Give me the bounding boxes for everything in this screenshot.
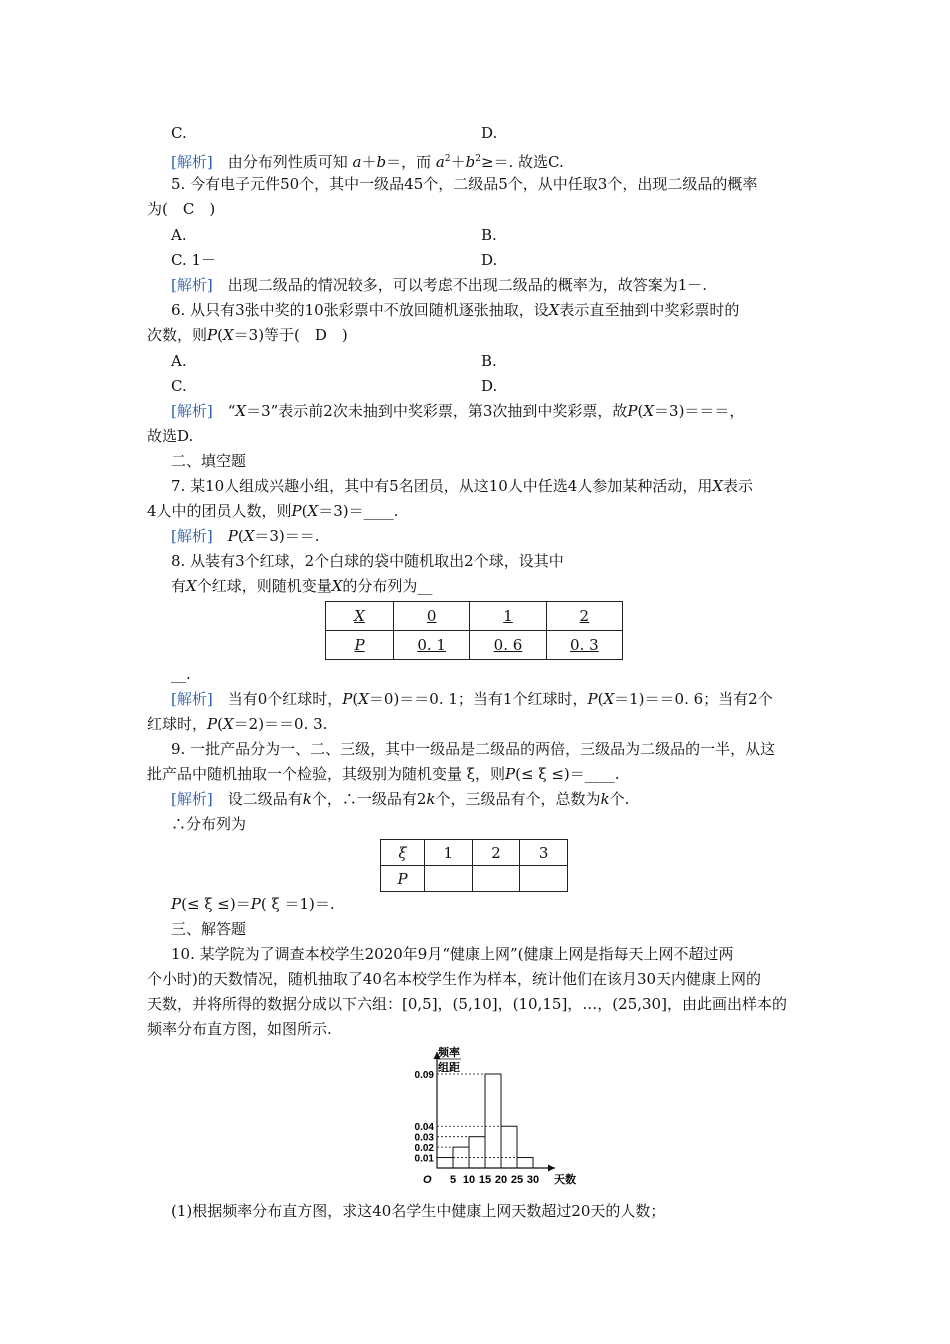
q10-stem-line4: 频率分布直方图，如图所示. [147,1020,332,1038]
q6-analysis-line2: 故选D. [147,427,194,445]
q9-table-head: 2 [472,840,520,866]
q4-option-d: D. [481,124,498,142]
x-tick-label: 20 [494,1174,508,1186]
origin-label: O [423,1174,432,1186]
x-axis-label: 天数 [554,1174,576,1186]
y-axis-label-top: 频率 [438,1047,460,1059]
q5-option-c: C. 1－ [171,251,217,269]
q7-stem-line1: 7. 某10人组成兴趣小组，其中有5名团员，从这10人中任选4人参加某种活动，用X表示 [171,477,754,495]
q8-analysis-line1: [解析] 当有0个红球时，P(X＝0)＝＝0. 1；当有1个红球时，P(X＝1)＝＝0. 6；当有2个 [171,690,773,708]
y-tick-label: 0.09 [414,1070,434,1081]
q8-stem-line1: 8. 从装有3个红球，2个白球的袋中随机取出2个球，设其中 [171,552,564,570]
q8-table-head: 0 [394,602,470,631]
y-tick-label: 0.03 [414,1132,434,1144]
q5-analysis: [解析] 出现二级品的情况较多，可以考虑不出现二级品的概率为，故答案为1－. [171,276,708,294]
q6-stem-line2: 次数，则P(X＝3)等于( D ) [147,326,348,344]
q8-table-cell: 0. 3 [546,631,622,660]
section-title-solve: 三、解答题 [171,920,247,938]
q10-subquestion-1: (1)根据频率分布直方图，求这40名学生中健康上网天数超过20天的人数； [171,1202,666,1220]
analysis-tag: [解析] [171,690,213,708]
section-title-fill-in: 二、填空题 [171,452,247,470]
q8-analysis-line2: 红球时，P(X＝2)＝＝0. 3. [147,715,328,733]
q6-option-c: C. [171,377,187,395]
q8-table-cell: P [326,631,394,660]
q9-analysis-line3: P(≤ ξ ≤)＝P( ξ ＝1)＝. [171,895,335,913]
q10-stem-line2: 个小时)的天数情况，随机抽取了40名本校学生作为样本，统计他们在该月30天内健康上网的 [147,970,762,988]
q10-stem-line1: 10. 某学院为了调查本校学生2020年9月“健康上网”(健康上网是指每天上网不超过两 [171,945,734,963]
analysis-tag: [解析] [171,153,213,171]
q8-table-head: X [326,602,394,631]
x-tick-label: 25 [510,1174,524,1186]
q9-table-cell [472,866,520,892]
q8-stem-line2: 有X个红球，则随机变量X的分布列为__ [171,577,433,595]
y-tick-label: 0.04 [414,1122,434,1134]
q8-table-head: 2 [546,602,622,631]
x-tick-label: 30 [526,1174,540,1186]
x-tick-label: 5 [449,1174,457,1186]
q7-stem-line2: 4人中的团员人数，则P(X＝3)＝____. [147,502,399,520]
histogram-bar [517,1158,533,1168]
q8-answer-end: __. [171,665,191,683]
q9-analysis-line1: [解析] 设二级品有k个，∴一级品有2k个，三级品有个，总数为k个. [171,790,630,808]
q9-stem-line2: 批产品中随机抽取一个检验，其级别为随机变量 ξ，则P(≤ ξ ≤)＝____. [147,765,620,783]
q8-distribution-table [325,601,623,660]
q6-option-d: D. [481,377,498,395]
y-tick-label: 0.02 [414,1143,434,1155]
q9-table-head: 3 [520,840,568,866]
histogram-bar [437,1158,453,1168]
q8-table-cell: 0. 1 [394,631,470,660]
analysis-tag: [解析] [171,790,213,808]
q9-stem-line1: 9. 一批产品分为一、二、三级，其中一级品是二级品的两倍，三级品为二级品的一半，从这 [171,740,776,758]
q6-stem-line1: 6. 从只有3张中奖的10张彩票中不放回随机逐张抽取，设X表示直至抽到中奖彩票时的 [171,301,740,319]
frequency-histogram [395,1040,595,1190]
histogram-bar [485,1074,501,1168]
y-tick-label: 0.01 [414,1153,434,1165]
q10-stem-line3: 天数，并将所得的数据分成以下六组：[0,5]，(5,10]，(10,15]，…，(25,30]，由此画出样本的 [147,995,787,1013]
q9-distribution-table [380,839,568,892]
q9-table-cell [520,866,568,892]
histogram-bar [469,1137,485,1168]
histogram-bar [501,1126,517,1168]
q5-option-b: B. [481,226,497,244]
x-tick-label: 15 [478,1174,492,1186]
q4-analysis: [解析] 由分布列性质可知 a＋b＝，而 $a^2+b^2\ge=$. 故选C. [171,153,564,171]
q8-table-cell: 0. 6 [470,631,546,660]
q9-table-head: 1 [425,840,473,866]
analysis-tag: [解析] [171,527,213,545]
q5-stem-line2: 为( C ) [147,200,216,218]
q9-table-head: ξ [381,840,425,866]
q6-option-a: A. [171,352,187,370]
q5-stem-line1: 5. 今有电子元件50个，其中一级品45个，二级品5个，从中任取3个，出现二级品的概率 [171,175,758,193]
analysis-tag: [解析] [171,402,213,420]
q5-option-a: A. [171,226,187,244]
y-axis-label-bottom: 组距 [438,1062,460,1074]
q9-table-cell [425,866,473,892]
q5-option-d: D. [481,251,498,269]
q9-table-cell: P [381,866,425,892]
q7-analysis: [解析] P(X＝3)＝＝. [171,527,320,545]
q6-analysis-line1: [解析] “X＝3”表示前2次未抽到中奖彩票，第3次抽到中奖彩票，故P(X＝3)＝＝＝， [171,402,745,420]
q8-table-head: 1 [470,602,546,631]
q4-option-c: C. [171,124,187,142]
analysis-tag: [解析] [171,276,213,294]
x-tick-label: 10 [462,1174,476,1186]
q9-analysis-line2: ∴分布列为 [171,815,247,833]
q6-option-b: B. [481,352,497,370]
